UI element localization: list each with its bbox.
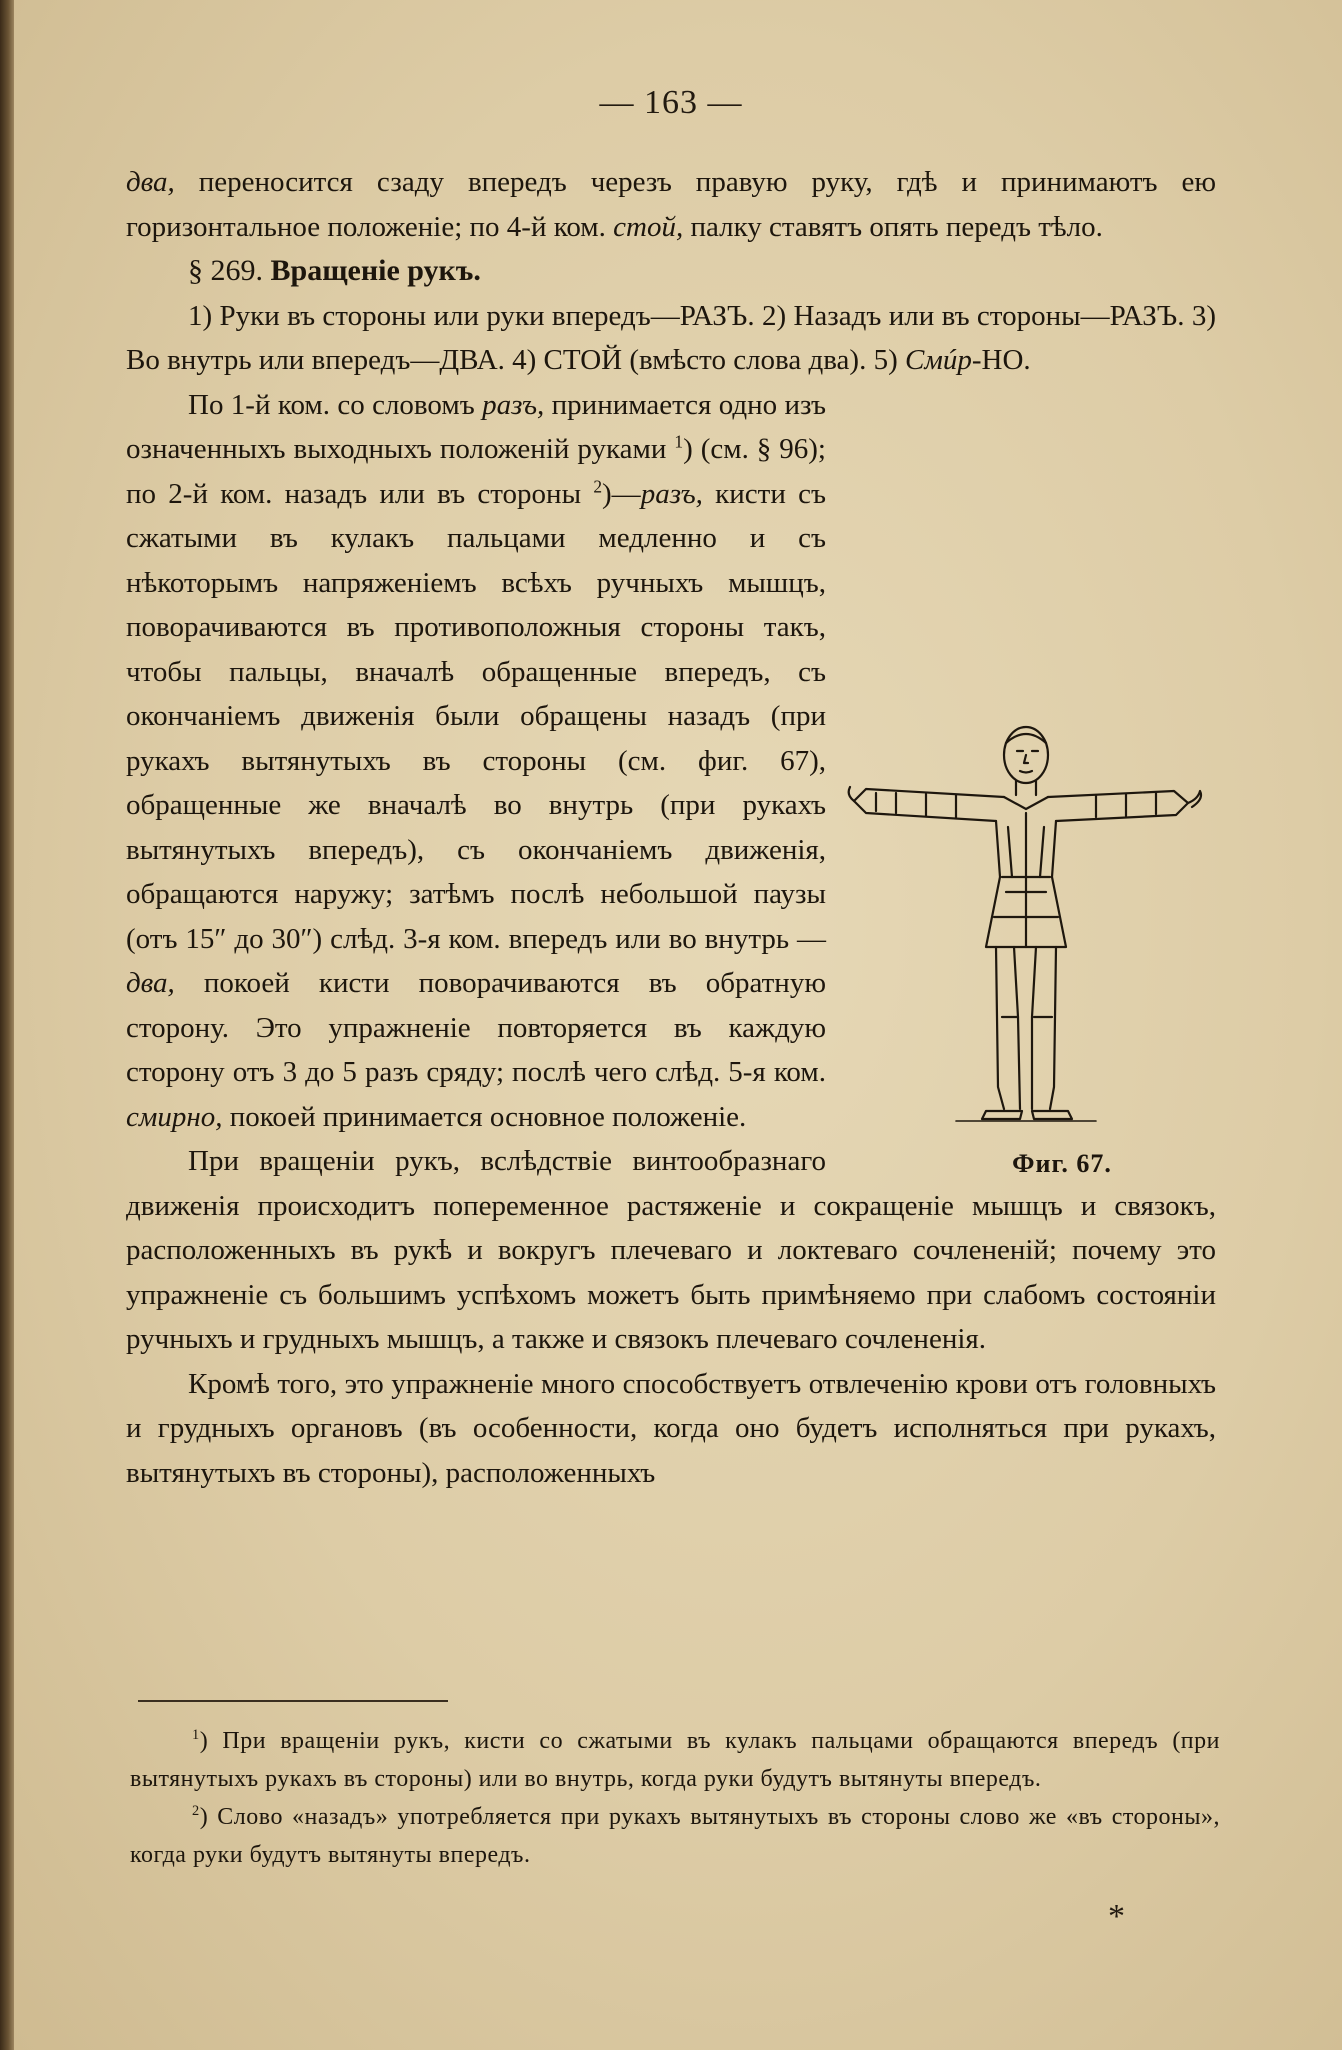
footnote-2 <box>130 1798 1220 1874</box>
section-number: § 269. <box>188 254 263 287</box>
text-run: )— <box>602 477 641 510</box>
footnote-text: ) При вращеніи рукъ, кисти со сжатыми въ кулакъ пальцами обращаются впередъ (при вытянутыхъ рукахъ въ стороны) или во внутрь, когда руки будутъ вытянуты впередъ. <box>130 1728 1220 1792</box>
standing-man-illustration <box>836 717 1226 1157</box>
page-number: — 163 — <box>599 84 743 121</box>
italic-word: два, <box>126 166 175 198</box>
text-run: покоей кисти поворачиваются въ обратную сторону. Это упражненіе повторяется въ каждую сторону отъ 3 до 5 разъ сряду; послѣ чего слѣд. 5-я ком. <box>126 967 826 1088</box>
physiology-paragraph: При вращеніи рукъ, вслѣдствіе винтообразнаго движенія происходитъ попеременное растяженіе и сокращеніе мышцъ и связокъ, расположенныхъ въ рукѣ и вокругъ плечеваго и локтеваго сочлененій; почему это упражненіе съ большимъ успѣхомъ можетъ быть примѣняемо при слабомъ состояніи ручныхъ и грудныхъ мышцъ, а также и связокъ плечеваго сочлененія. <box>126 1145 1216 1355</box>
italic-word: смирно, <box>126 1100 223 1133</box>
text-run: покоей принимается основное положеніе. <box>222 1100 747 1133</box>
figure-67 <box>836 717 1226 1178</box>
footnote-ref: 2 <box>593 475 603 496</box>
text-run: принимается одно изъ означенныхъ выходныхъ положеній руками <box>126 388 826 465</box>
figure-wrap-area <box>126 383 1216 1362</box>
figure-caption: Фиг. 67. <box>1012 1149 1112 1178</box>
continued-paragraph <box>126 160 1216 249</box>
signature-mark: * <box>1108 1898 1125 1935</box>
section-heading <box>126 249 1216 294</box>
text-run: переносится сзаду впередъ черезъ правую руку, гдѣ и принимаютъ ею горизонтальное положеніе; по 4-й ком. <box>126 166 1216 243</box>
text-run: палку ставятъ опять передъ тѣло. <box>683 210 1103 243</box>
main-text <box>126 160 1216 1495</box>
text-run: кисти съ сжатыми въ кулакъ пальцами медленно и съ нѣкоторымъ напряженіемъ всѣхъ ручныхъ мышцъ, поворачиваются въ противоположныя стороны такъ, чтобы пальцы, вначалѣ обращенные впередъ, съ окончаніемъ движенія были обращены назадъ (при рукахъ вытянутыхъ въ стороны (см. фиг. 67), обращенные же вначалѣ во внутрь (при рукахъ вытянутыхъ впередъ), съ окончаніемъ движенія, обращаются наружу; затѣмъ послѣ небольшой паузы (отъ 15″ до 30″) слѣд. 3-я ком. впередъ или во внутрь — <box>126 477 826 955</box>
italic-word: стой, <box>613 210 684 243</box>
italic-word: два, <box>126 967 175 999</box>
text-run: ) (см. § 96); по 2-й ком. назадъ или въ стороны <box>126 433 826 510</box>
italic-word: Смúр <box>905 344 972 376</box>
text-run: По 1-й ком. со словомъ <box>188 388 483 421</box>
commands-paragraph <box>126 294 1216 383</box>
italic-word: разъ, <box>482 388 545 421</box>
footnote-text: ) Слово «назадъ» употребляется при рукахъ вытянутыхъ въ стороны слово же «въ стороны», когда руки будутъ вытянуты впередъ. <box>130 1804 1220 1868</box>
footnote-1 <box>130 1722 1220 1798</box>
footnote-mark: 2 <box>192 1803 200 1819</box>
explanation-paragraph <box>126 383 1216 1178</box>
footnote-ref: 1 <box>674 431 684 452</box>
text-run: -НО. <box>971 344 1031 376</box>
italic-word: разъ, <box>640 477 703 510</box>
section-title: Вращеніе рукъ. <box>270 254 481 287</box>
text-run: 1) Руки въ стороны или руки впередъ—РАЗЪ. 2) Назадъ или въ стороны—РАЗЪ. 3) Во внутрь или впередъ—ДВА. 4) СТОЙ (вмѣсто слова два). 5) <box>126 299 1216 376</box>
closing-paragraph: Кромѣ того, это упражненіе много способствуетъ отвлеченію крови отъ головныхъ и грудныхъ органовъ (въ особенности, когда оно будетъ исполняться при рукахъ, вытянутыхъ въ стороны), расположенныхъ <box>126 1367 1216 1489</box>
footnote-divider <box>138 1700 448 1702</box>
footnote-mark: 1 <box>192 1727 200 1743</box>
book-spine-edge <box>0 0 14 2050</box>
footnotes <box>130 1722 1220 1874</box>
